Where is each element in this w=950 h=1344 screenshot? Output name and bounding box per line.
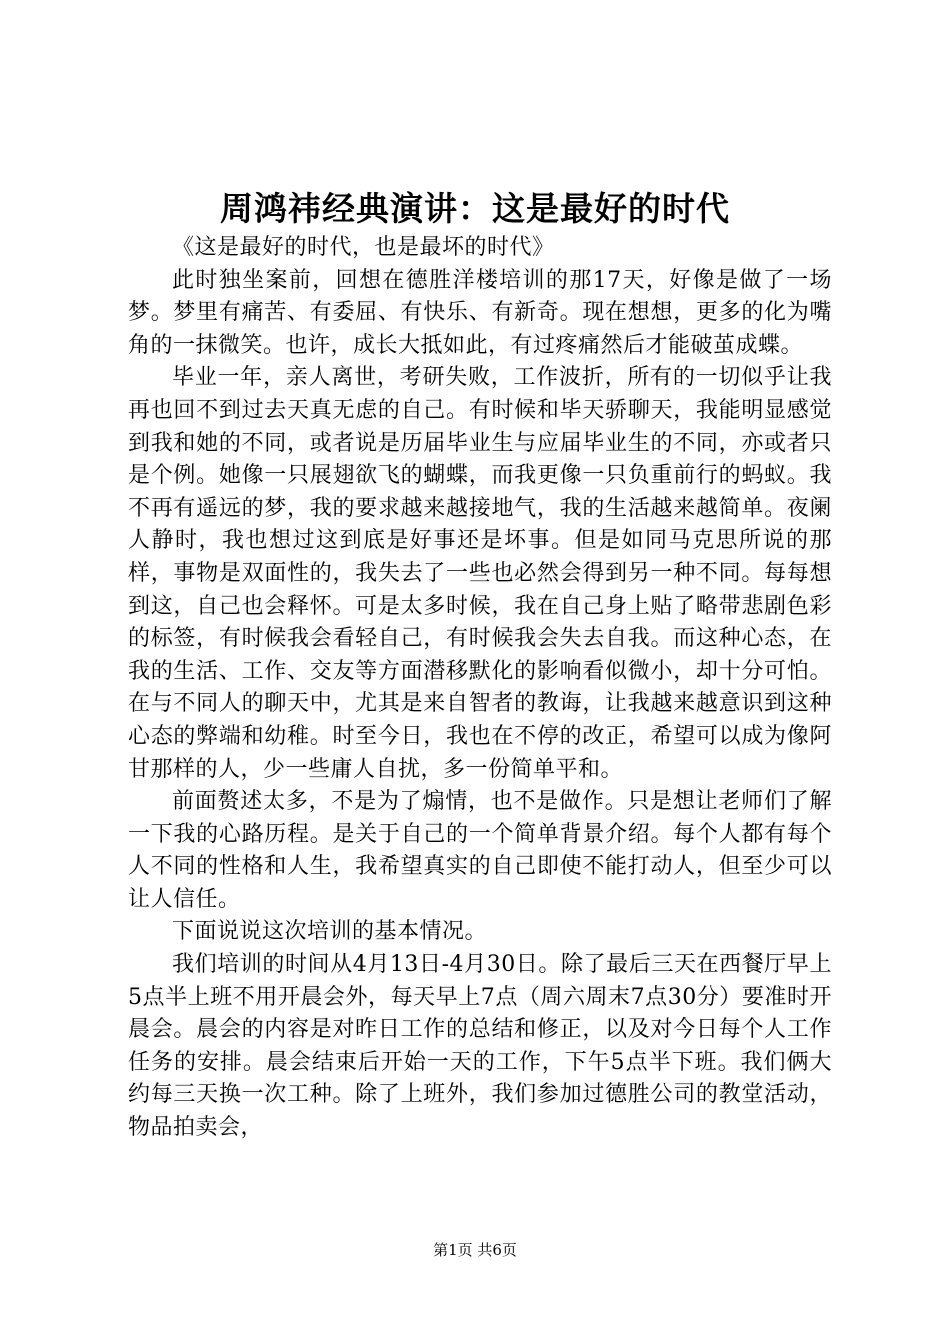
paragraph: 毕业一年，亲人离世，考研失败，工作波折，所有的一切似乎让我再也回不到过去天真无虑的自己。有时候和毕天骄聊天，我能明显感觉到我和她的不同，或者说是历届毕业生与应届毕业生的不同，亦或者只是个例。她像一只展翅欲飞的蝴蝶，而我更像一只负重前行的蚂蚁。我不再有遥远的梦，我的要求越来越接地气，我的生活越来越简单。夜阑人静时，我也想过这到底是好事还是坏事。但是如同马克思所说的那样，事物是双面性的，我失去了一些也必然会得到另一种不同。每每想到这，自己也会释怀。可是太多时候，我在自己身上贴了略带悲剧色彩的标签，有时候我会看轻自己，有时候我会失去自我。而这种心态，在我的生活、工作、交友等方面潜移默化的影响看似微小，却十分可怕。在与不同人的聊天中，尤其是来自智者的教诲，让我越来越意识到这种心态的弊端和幼稚。时至今日，我也在不停的改正，希望可以成为像阿甘那样的人，少一些庸人自扰，多一份简单平和。 xyxy=(128,365,832,782)
paragraph: 下面说说这次培训的基本情况。 xyxy=(172,919,488,945)
paragraph-subtitle: 《这是最好的时代，也是最坏的时代》 xyxy=(172,235,555,260)
paragraph: 此时独坐案前，回想在德胜洋楼培训的那17天，好像是做了一场梦。梦里有痛苦、有委屈、有快乐、有新奇。现在想想，更多的化为嘴角的一抹微笑。也许，成长大抵如此，有过疼痛然后才能破茧成蝶。 xyxy=(128,267,832,358)
paragraph: 前面赘述太多，不是为了煽情，也不是做作。只是想让老师们了解一下我的心路历程。是关于自己的一个简单背景介绍。每个人都有每个人不同的性格和人生，我希望真实的自己即使不能打动人，但至少可以让人信任。 xyxy=(128,789,832,912)
page-number-footer: 第1页 共6页 xyxy=(433,1241,517,1259)
paragraph: 我们培训的时间从4月13日-4月30日。除了最后三天在西餐厅早上5点半上班不用开晨会外，每天早上7点（周六周末7点30分）要准时开晨会。晨会的内容是对昨日工作的总结和修正，以及对今日每个人工作任务的安排。晨会结束后开始一天的工作，下午5点半下班。我们俩大约每三天换一次工种。除了上班外，我们参加过德胜公司的教堂活动，物品拍卖会， xyxy=(128,952,832,1141)
document-body xyxy=(128,232,832,1145)
document-title: 周鸿祎经典演讲：这是最好的时代 xyxy=(220,189,730,228)
